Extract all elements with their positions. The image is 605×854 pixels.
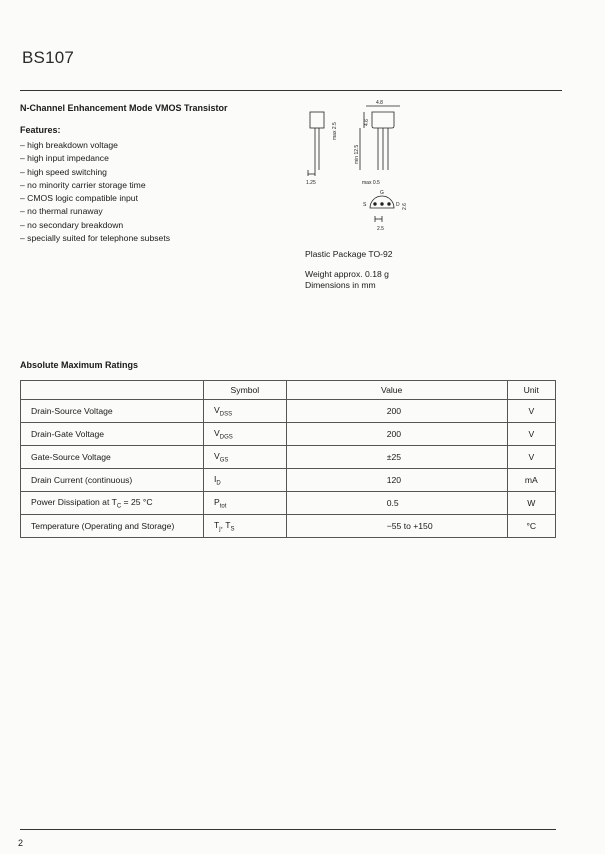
col-unit: Unit — [507, 381, 555, 400]
pin-s-label: S — [363, 202, 367, 208]
unit-cell: V — [507, 400, 555, 423]
dimensions-note: Dimensions in mm — [305, 280, 376, 290]
param-cell: Drain-Source Voltage — [21, 400, 204, 423]
unit-cell: V — [507, 423, 555, 446]
table-row — [21, 400, 556, 423]
footer-rule — [20, 829, 556, 830]
col-value: Value — [286, 381, 507, 400]
feature-item: – no secondary breakdown — [20, 219, 124, 230]
value-cell: 0.5 — [286, 492, 507, 515]
feature-item: – high breakdown voltage — [20, 140, 118, 150]
bottom-view — [370, 196, 394, 222]
symbol-cell: $P_{tot}$ — [204, 492, 287, 515]
dim-25: 2.5 — [377, 226, 384, 232]
ratings-table — [20, 380, 556, 538]
package-drawing — [300, 98, 420, 238]
symbol-cell: $T_j$, $T_S$ — [204, 515, 287, 538]
value-cell: 200 — [286, 423, 507, 446]
unit-cell: mA — [507, 469, 555, 492]
feature-item: – specially suited for telephone subsets — [20, 233, 171, 244]
dim-body-height: 4.6 — [364, 119, 370, 126]
symbol-cell: $V_{DSS}$ — [204, 400, 287, 423]
package-weight: Weight approx. 0.18 g — [305, 269, 389, 279]
value-cell: ±25 — [286, 446, 507, 469]
dim-lead-width: max 0.5 — [362, 180, 380, 186]
ratings-title: Absolute Maximum Ratings — [20, 360, 139, 370]
features-heading: Features: — [20, 125, 61, 135]
symbol-cell: $V_{GS}$ — [204, 446, 287, 469]
param-cell: Gate-Source Voltage — [21, 446, 204, 469]
col-parameter — [21, 381, 204, 400]
feature-item: – no thermal runaway — [20, 206, 103, 217]
dim-body-width: 4.8 — [376, 100, 383, 106]
device-subtitle: N-Channel Enhancement Mode VMOS Transistor — [20, 103, 228, 113]
value-cell: 200 — [286, 400, 507, 423]
header-rule — [20, 90, 562, 91]
pin-d-label: D — [396, 202, 400, 208]
symbol-cell: $I_D$ — [204, 469, 287, 492]
value-cell: −55 to +150 — [286, 515, 507, 538]
value-cell: 120 — [286, 469, 507, 492]
unit-cell: V — [507, 446, 555, 469]
unit-cell: W — [507, 492, 555, 515]
param-cell: Power Dissipation at $T_C = 25$ °C — [21, 492, 204, 515]
table-row — [21, 492, 556, 515]
front-view — [360, 106, 400, 170]
unit-cell: °C — [507, 515, 555, 538]
param-cell: Drain-Gate Voltage — [21, 423, 204, 446]
feature-item: – no minority carrier storage time — [20, 179, 146, 190]
feature-item: – high speed switching — [20, 166, 107, 177]
dim-26: 2.6 — [402, 203, 408, 210]
table-row — [21, 515, 556, 538]
col-symbol: Symbol — [204, 381, 287, 400]
symbol-cell: $V_{DGS}$ — [204, 423, 287, 446]
dim-height-max: max 2.5 — [332, 122, 338, 140]
package-name: Plastic Package TO-92 — [305, 249, 393, 259]
table-row — [21, 469, 556, 492]
dim-lead-length: min 12.5 — [354, 144, 360, 164]
part-number: BS107 — [22, 48, 75, 67]
param-cell: Drain Current (continuous) — [21, 469, 204, 492]
features-list — [20, 139, 170, 245]
feature-item: – CMOS logic compatible input — [20, 193, 138, 204]
dim-pitch: 1.25 — [306, 180, 316, 186]
pin-g-label: G — [380, 190, 384, 196]
feature-item: – high input impedance — [20, 153, 109, 164]
param-cell: Temperature (Operating and Storage) — [21, 515, 204, 538]
page-number: 2 — [18, 838, 24, 848]
table-header-row — [21, 381, 556, 400]
package-info — [305, 249, 393, 291]
table-row — [21, 423, 556, 446]
side-view — [308, 112, 324, 176]
table-row — [21, 446, 556, 469]
